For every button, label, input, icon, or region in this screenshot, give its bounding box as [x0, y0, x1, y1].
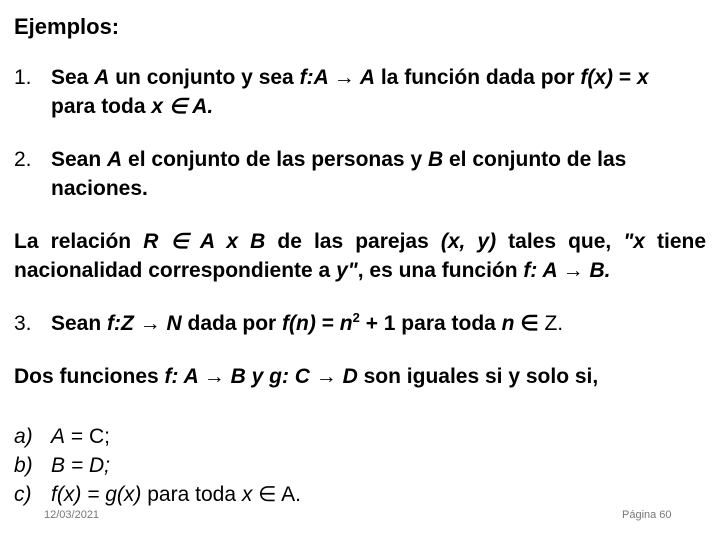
text: para toda	[141, 483, 242, 506]
exponent: 2	[352, 310, 360, 325]
text: A	[107, 148, 123, 171]
example-2-line-2: naciones.	[51, 177, 148, 200]
text: Sean	[51, 312, 108, 335]
condition-c	[14, 481, 301, 508]
text: el conjunto de las	[443, 148, 627, 171]
text: B = D;	[51, 454, 110, 477]
text: ∈	[514, 312, 545, 335]
example-1-line-1	[14, 64, 649, 91]
relation-line-1	[14, 228, 706, 255]
text: =	[613, 66, 637, 89]
text: la función dada por	[375, 66, 581, 89]
example-3-line	[14, 310, 563, 337]
equality-statement	[14, 363, 598, 390]
text: son iguales si y solo si,	[357, 365, 599, 388]
condition-a-label: a)	[14, 425, 33, 448]
example-2-line-1	[14, 146, 626, 173]
text: B	[427, 148, 444, 171]
text: f:Z → N	[107, 312, 182, 335]
text: parejas	[355, 230, 429, 253]
text: Sean	[51, 148, 108, 171]
text: x	[241, 483, 253, 506]
text: =	[315, 312, 340, 335]
text: que,	[568, 230, 612, 253]
condition-c-label: c)	[14, 483, 32, 506]
condition-b-label: b)	[14, 454, 33, 477]
text: de	[277, 230, 302, 253]
condition-a	[14, 423, 110, 450]
text: + 1 para toda	[359, 312, 502, 335]
text: las	[313, 230, 344, 253]
example-3-number: 3.	[14, 312, 32, 335]
text: f: A → B y g: C → D	[164, 365, 358, 388]
relation-line-2	[14, 257, 611, 284]
text: R ∈ A x B	[143, 230, 266, 253]
text: , es una función	[357, 259, 524, 282]
text: para toda	[51, 95, 152, 118]
footer-page-number: Página 60	[622, 509, 672, 521]
text: tiene	[657, 230, 707, 253]
example-1-line-2	[51, 93, 213, 120]
text: Dos funciones	[14, 365, 165, 388]
example-1-number: 1.	[14, 66, 32, 89]
text: n	[501, 312, 515, 335]
text: A	[94, 66, 110, 89]
text: (x, y)	[440, 230, 497, 253]
text: = C;	[65, 425, 110, 448]
text: f: A → B.	[523, 259, 611, 282]
text: f(x) = g(x)	[51, 483, 142, 506]
text: el conjunto de las personas y	[122, 148, 428, 171]
text: x ∈ A.	[151, 95, 214, 118]
text: un conjunto y sea	[109, 66, 300, 89]
text: n	[339, 312, 353, 335]
slide-title: Ejemplos:	[14, 14, 120, 39]
text: A	[51, 425, 66, 448]
text: y"	[336, 259, 358, 282]
text: dada por	[181, 312, 283, 335]
text: ∈ A.	[252, 483, 301, 506]
footer-date: 12/03/2021	[44, 509, 100, 521]
text: Z.	[544, 312, 564, 335]
text: La	[14, 230, 39, 253]
condition-b	[14, 452, 110, 479]
text: relación	[50, 230, 132, 253]
text: "x	[623, 230, 645, 253]
text: x	[636, 66, 649, 89]
text: tales	[508, 230, 557, 253]
text: f(n)	[282, 312, 316, 335]
text: f(x)	[580, 66, 614, 89]
example-2-number: 2.	[14, 148, 32, 171]
text: f:A → A	[299, 66, 376, 89]
text: nacionalidad correspondiente a	[14, 259, 337, 282]
text: Sea	[51, 66, 95, 89]
